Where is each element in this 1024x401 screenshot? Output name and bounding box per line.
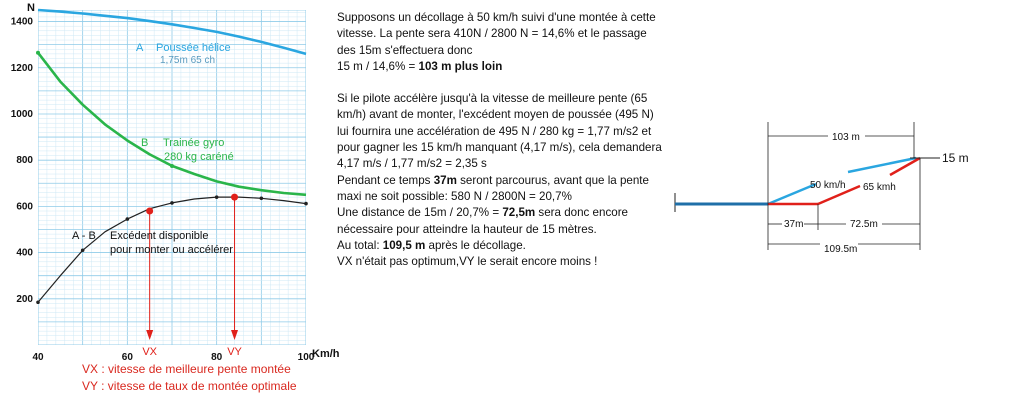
distance-72m: 72,5m bbox=[502, 206, 536, 220]
thrust-drag-chart bbox=[0, 0, 340, 401]
series-label-b-sub: 280 kg caréné bbox=[164, 151, 234, 163]
series-point bbox=[36, 51, 40, 55]
series-point bbox=[215, 195, 219, 199]
y-axis-label: N bbox=[27, 2, 35, 14]
takeoff-diagram bbox=[670, 100, 970, 260]
height-15m-label: 15 m bbox=[942, 151, 969, 165]
vy-caption: VY : vitesse de taux de montée optimale bbox=[82, 379, 297, 393]
y-tick-label: 600 bbox=[16, 201, 33, 213]
series-point bbox=[170, 164, 174, 168]
series-label-b-letter: B bbox=[141, 137, 149, 149]
takeoff-text: Supposons un décollage à 50 km/h suivi d'une montée à cette vitesse. La pente sera 410N / 2800 N = 14,6% et le passage des 15m s'effectuera donc bbox=[337, 11, 656, 57]
takeoff-result: 103 m plus loin bbox=[418, 59, 503, 73]
dim-37-label: 37m bbox=[784, 219, 804, 230]
marker-vx-arrow bbox=[146, 330, 153, 340]
x-tick-label: 40 bbox=[32, 352, 44, 363]
y-tick-label: 1200 bbox=[10, 62, 33, 74]
series-label-ab-name-1: Excédent disponible bbox=[110, 230, 209, 242]
y-tick-label: 800 bbox=[16, 155, 33, 167]
dim-103-label: 103 m bbox=[832, 132, 860, 143]
dim-109-label: 109.5m bbox=[824, 244, 858, 255]
total-distance: 109,5 m bbox=[382, 238, 426, 252]
series-label-ab-letter: A - B bbox=[72, 230, 96, 242]
distance-text-d: Une distance de 15m / 20,7% = bbox=[337, 206, 503, 220]
x-tick-label: 80 bbox=[211, 352, 223, 363]
distance-37m: 37m bbox=[433, 173, 457, 187]
distance-text-c: seront parcourus, avant que la pente maxi ne soit possible: 580 N / 2800N = 20,7% bbox=[337, 173, 649, 203]
x-tick-label: 60 bbox=[121, 352, 133, 363]
y-tick-label: 1000 bbox=[10, 108, 33, 120]
acceleration-text: Si le pilote accélère jusqu'à la vitesse de meilleure pente (65 km/h) avant de monter, l'excédent moyen de poussée (495 N) lui fournira une accélération de 495 N / 280 kg = 1,77 m/s2 et pour gagner les 15 km/h manquant (4,17 m/s), cela demandera bbox=[337, 92, 662, 155]
y-tick-label: 200 bbox=[16, 293, 33, 305]
vx-caption: VX : vitesse de meilleure pente montée bbox=[82, 362, 291, 376]
conclusion-text: VX n'était pas optimum,VY le serait encore moins ! bbox=[337, 255, 598, 269]
series-label-ab-name-2: pour monter ou accélérer bbox=[110, 244, 233, 256]
x-tick-label: 100 bbox=[297, 352, 315, 363]
series-label-a-letter: A bbox=[136, 42, 144, 54]
series-label-a-sub: 1,75m 65 ch bbox=[160, 55, 216, 66]
paragraph-acceleration bbox=[337, 91, 667, 270]
series-point bbox=[126, 217, 130, 221]
marker-vy-point bbox=[231, 194, 238, 201]
climb-50kmh-line bbox=[768, 184, 816, 204]
dim-72-label: 72.5m bbox=[850, 219, 878, 230]
y-tick-label: 1400 bbox=[10, 16, 33, 28]
series-label-b-name: Trainée gyro bbox=[163, 137, 225, 149]
explanation-text bbox=[337, 10, 667, 270]
y-tick-label: 400 bbox=[16, 247, 33, 259]
series-point bbox=[170, 201, 174, 205]
paragraph-takeoff bbox=[337, 10, 667, 75]
marker-vy-label: VY bbox=[227, 346, 242, 358]
marker-vy-arrow bbox=[231, 330, 238, 340]
series-point bbox=[260, 196, 264, 200]
x-axis-label: Km/h bbox=[312, 348, 340, 360]
distance-text-a: Pendant ce temps bbox=[337, 173, 434, 187]
distance-text-f: sera donc encore nécessaire pour atteindre la hauteur de 15 mètres. bbox=[337, 206, 629, 236]
series-point bbox=[81, 248, 85, 252]
acceleration-calc: 4,17 m/s / 1,77 m/s2 = 2,35 s bbox=[337, 157, 487, 171]
series-point bbox=[304, 202, 308, 206]
series-label-a-name: Poussée hélice bbox=[156, 42, 231, 54]
chart-labels bbox=[72, 42, 234, 256]
marker-vx-point bbox=[146, 208, 153, 215]
series-point bbox=[36, 300, 40, 304]
takeoff-calc: 15 m / 14,6% = bbox=[337, 59, 419, 73]
total-text-c: après le décollage. bbox=[425, 238, 526, 252]
marker-vx-label: VX bbox=[142, 346, 158, 358]
total-text-a: Au total: bbox=[337, 238, 383, 252]
speed-65-label: 65 kmh bbox=[863, 182, 896, 193]
speed-50-label: 50 km/h bbox=[810, 180, 846, 191]
